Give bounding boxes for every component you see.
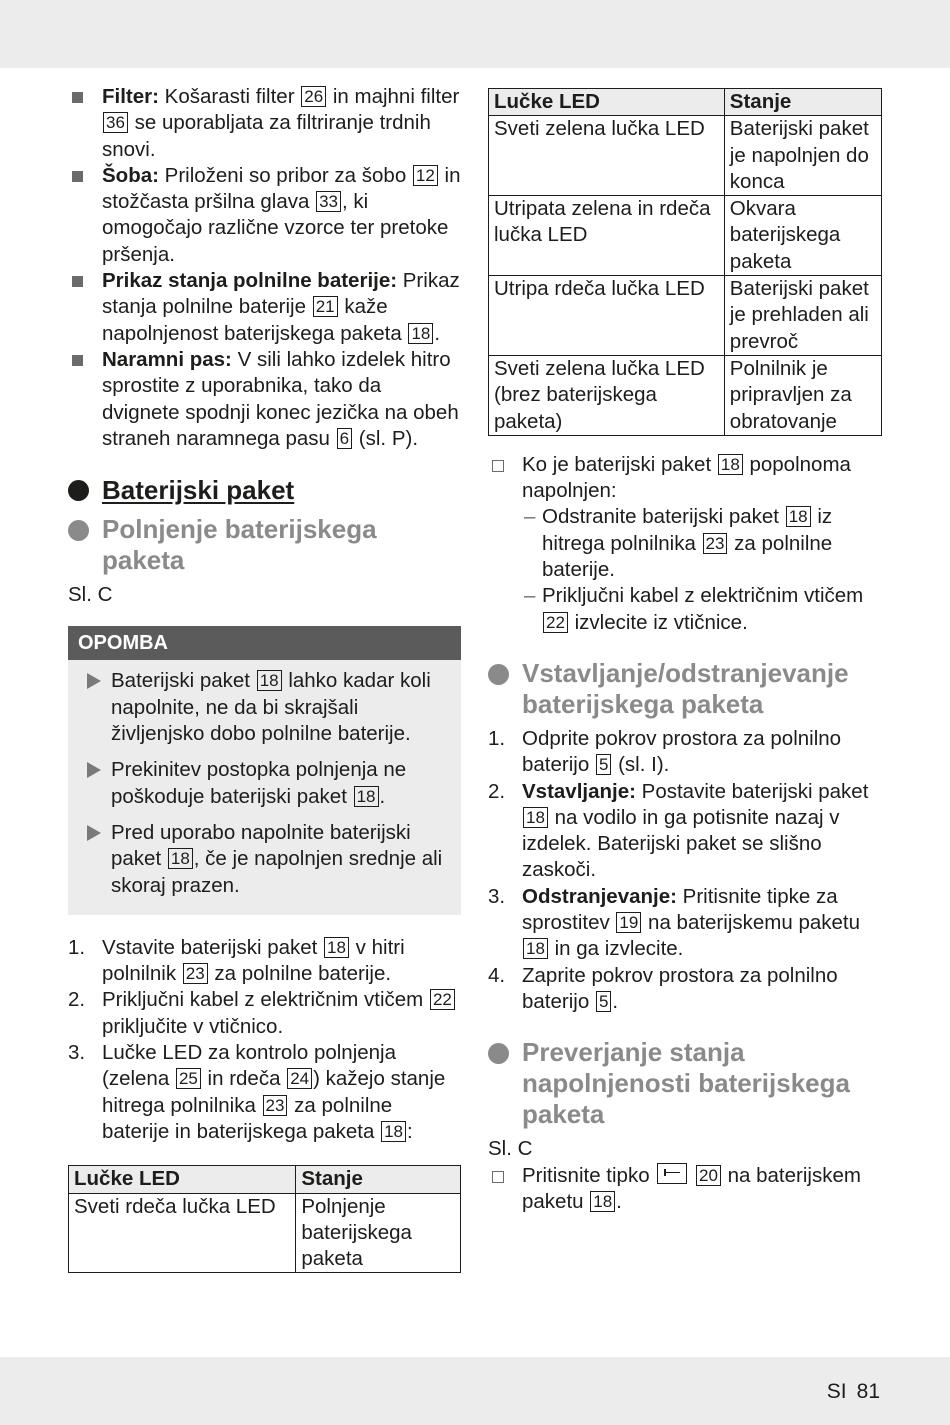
table-header: Stanje <box>724 89 881 116</box>
sub-item: – Odstranite baterijski paket 18 iz hitrega polnilnika 23 za polnilne baterije. <box>524 505 833 582</box>
triangle-bullet-icon <box>87 825 101 841</box>
figure-ref: Sl. C <box>488 1137 533 1161</box>
table-row: Sveti zelena lučka LED (brez baterijskega paketa) Polnilnik je pripravljen za obratovanje <box>489 355 882 435</box>
list-item: 3. Lučke LED za kontrolo polnjenja (zelena 25 in rdeča 24 ) kažejo stanje hitrega polnilnika 23 za polnilne baterije in baterijskega paketa 18 : <box>68 1041 446 1143</box>
list-item-prikaz: Prikaz stanja polnilne baterije: Prikaz stanja polnilne baterije 21 kaže napolnjenost baterijskega paketa 18 . <box>68 268 461 347</box>
square-bullet-icon <box>72 355 83 366</box>
list-item: 2. Vstavljanje: Postavite baterijski paket 18 na vodilo in ga potisnite nazaj v izdelek. Baterijski paket se slišno zaskoči. <box>488 779 869 882</box>
note-item: Baterijski paket 18 lahko kadar koli napolnite, ne da bi skrajšali življenjsko dobo polnilne baterije. <box>78 668 447 747</box>
ref-number: 18 <box>381 1121 406 1142</box>
list-item: 2. Priključni kabel z električnim vtičem 22 priključite v vtičnico. <box>68 987 461 1040</box>
ref-number: 26 <box>301 86 326 107</box>
section-heading-preverjanje: Preverjanje stanja napolnjenosti baterijskega paketa <box>488 1037 882 1130</box>
battery-check-key-icon <box>657 1163 687 1184</box>
table-row: Utripa rdeča lučka LED Baterijski paket je prehladen ali prevroč <box>489 276 882 356</box>
header-band <box>0 0 950 68</box>
list-item: 4. Zaprite pokrov prostora za polnilno baterijo 5 . <box>488 963 838 1013</box>
section-heading-polnjenje: Polnjenje baterijskega paketa <box>68 514 461 576</box>
left-column <box>68 84 461 1273</box>
figure-ref: Sl. C <box>68 583 113 607</box>
checkbox-bullet-icon <box>492 460 504 472</box>
page-number: 81 <box>856 1380 880 1403</box>
ref-number: 21 <box>313 296 338 317</box>
square-bullet-icon <box>72 92 83 103</box>
checkbox-bullet-icon <box>492 1171 504 1183</box>
ref-number: 36 <box>103 112 128 133</box>
ref-number: 18 <box>324 937 349 958</box>
footer-language: SI <box>826 1380 847 1403</box>
led-table-1 <box>68 1165 461 1273</box>
ref-number: 18 <box>408 323 433 344</box>
table-row: Sveti zelena lučka LED Baterijski paket je napolnjen do konca <box>489 116 882 196</box>
insert-steps <box>488 726 882 1015</box>
ref-number: 22 <box>430 989 455 1010</box>
sub-item: – Priključni kabel z električnim vtičem 22 izvlecite iz vtičnice. <box>524 584 864 634</box>
triangle-bullet-icon <box>87 762 101 778</box>
note-item: Prekinitev postopka polnjenja ne poškoduje baterijski paket 18 . <box>78 757 447 810</box>
square-bullet-icon <box>72 171 83 182</box>
section-heading-bat-paket: Baterijski paket <box>68 474 461 506</box>
section-heading-vstavljanje: Vstavljanje/odstranjevanje baterijskega paketa <box>488 658 882 720</box>
note-title: OPOMBA <box>68 626 461 660</box>
ref-number: 18 <box>718 454 743 475</box>
note-item: Pred uporabo napolnite baterijski paket 18 , če je napolnjen srednje ali skoraj prazen. <box>78 820 447 899</box>
ref-number: 18 <box>786 506 811 527</box>
ref-number: 6 <box>337 428 352 449</box>
list-item-soba: Šoba: Priloženi so pribor za šobo 12 in stožčasta pršilna glava 33 , ki omogočajo različne vzorce ter pretoke pršenja. <box>68 163 461 268</box>
ref-number: 18 <box>168 848 193 869</box>
ref-number: 18 <box>590 1191 615 1212</box>
ref-number: 24 <box>287 1068 312 1089</box>
ref-number: 18 <box>354 786 379 807</box>
table-row: Utripata zelena in rdeča lučka LED Okvara baterijskega paketa <box>489 196 882 276</box>
triangle-bullet-icon <box>87 673 101 689</box>
circle-bullet-icon <box>68 480 89 501</box>
ref-number: 25 <box>176 1068 201 1089</box>
ref-number: 23 <box>183 963 208 984</box>
list-item: 1. Odprite pokrov prostora za polnilno baterijo 5 (sl. I). <box>488 726 842 777</box>
ref-number: 20 <box>696 1165 721 1186</box>
circle-bullet-icon <box>488 1043 509 1064</box>
charging-steps <box>68 935 461 1145</box>
list-item: Pritisnite tipko 20 na baterijskem paketu 18 . <box>488 1163 882 1216</box>
ref-number: 19 <box>616 912 641 933</box>
list-item-pas: Naramni pas: V sili lahko izdelek hitro sprostite z uporabnika, tako da dvignete spodnji konec jezička na obeh straneh naramnega pasu 6 (sl. P). <box>68 347 461 452</box>
right-column <box>488 88 882 1215</box>
square-bullet-icon <box>72 276 83 287</box>
full-charge-list <box>488 452 882 636</box>
ref-number: 5 <box>596 991 611 1012</box>
ref-number: 33 <box>316 191 341 212</box>
circle-bullet-icon <box>488 664 509 685</box>
circle-bullet-icon <box>68 520 89 541</box>
table-header: Stanje <box>296 1166 461 1193</box>
table-header: Lučke LED <box>489 89 725 116</box>
led-table-2 <box>488 88 882 436</box>
list-item: 3. Odstranjevanje: Pritisnite tipke za sprostitev 19 na baterijskemu paketu 18 in ga izvlecite. <box>488 884 860 961</box>
ref-number: 18 <box>523 807 548 828</box>
list-item-filter: Filter: Košarasti filter 26 in majhni filter 36 se uporabljata za filtriranje trdnih snovi. <box>68 84 461 163</box>
check-list <box>488 1163 882 1216</box>
table-row: Sveti rdeča lučka LED Polnjenje baterijskega paketa <box>69 1193 461 1273</box>
list-item: Ko je baterijski paket 18 popolnoma napolnjen: – Odstranite baterijski paket 18 iz hitrega polnilnika 23 za polnilne baterije. – Priključni kabel z električnim vtičem 22 izvlecite iz vtičnice. <box>488 452 882 636</box>
ref-number: 18 <box>257 670 282 691</box>
ref-number: 18 <box>523 938 548 959</box>
ref-number: 23 <box>703 533 728 554</box>
footer-band <box>0 1357 950 1425</box>
ref-number: 12 <box>413 165 438 186</box>
feature-list <box>68 84 461 452</box>
table-header: Lučke LED <box>69 1166 296 1193</box>
list-item: 1. Vstavite baterijski paket 18 v hitri polnilnik 23 za polnilne baterije. <box>68 935 405 986</box>
ref-number: 23 <box>263 1095 288 1116</box>
ref-number: 5 <box>596 754 611 775</box>
note-box <box>68 626 461 914</box>
ref-number: 22 <box>543 612 568 633</box>
page-footer <box>817 1380 880 1404</box>
